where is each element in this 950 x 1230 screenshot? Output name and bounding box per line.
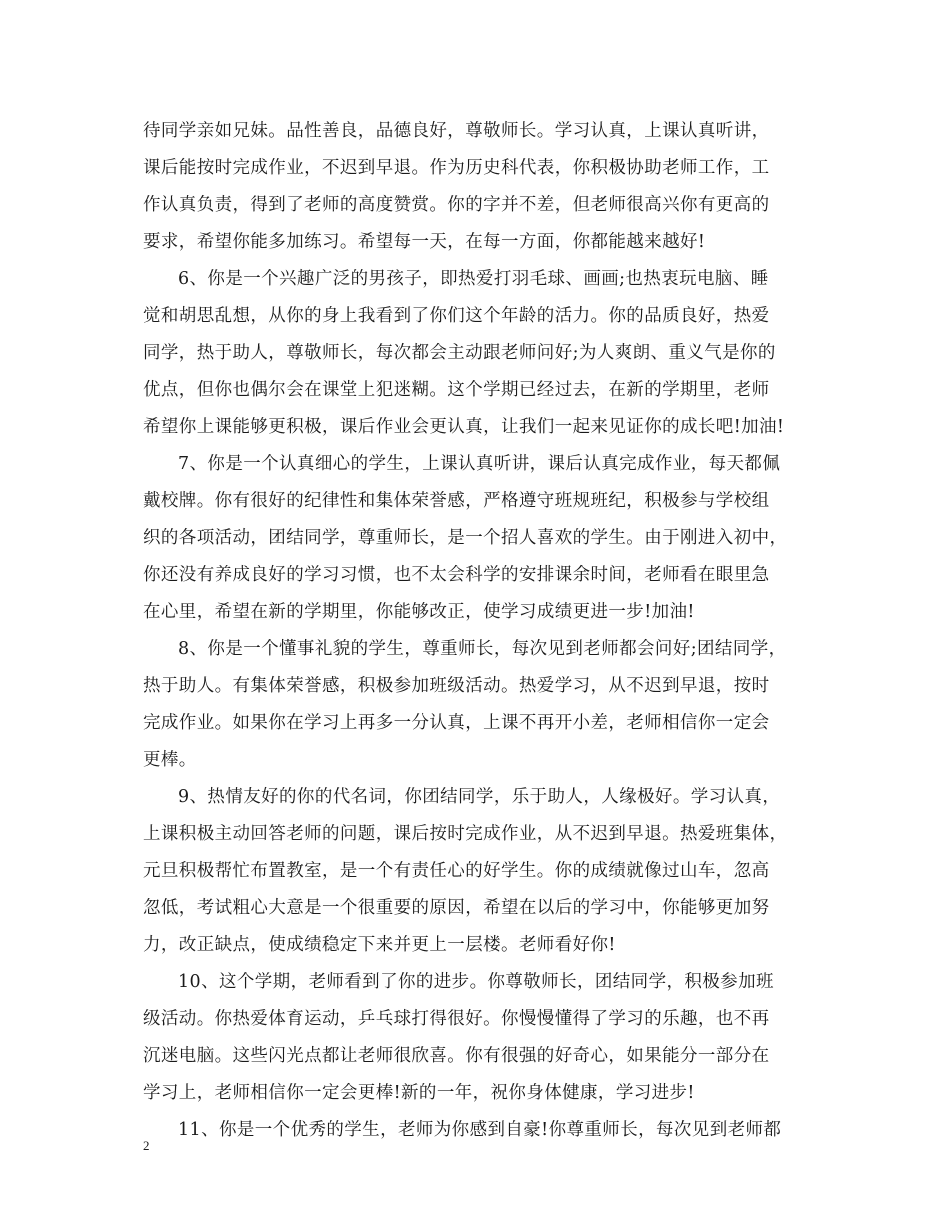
text-line: 完成作业。如果你在学习上再多一分认真，上课不再开小差，老师相信你一定会 [143,713,770,733]
text-line: 优点，但你也偶尔会在课堂上犯迷糊。这个学期已经过去，在新的学期里，老师 [143,380,770,400]
page-number: 2 [143,1138,150,1153]
text-line: 作认真负责，得到了老师的高度赞赏。你的字并不差，但老师很高兴你有更高的 [143,195,770,215]
text-line: 元旦积极帮忙布置教室，是一个有责任心的好学生。你的成绩就像过山车，忽高 [143,861,770,881]
text-line: 沉迷电脑。这些闪光点都让老师很欣喜。你有很强的好奇心，如果能分一部分在 [143,1046,770,1066]
text-line: 希望你上课能够更积极，课后作业会更认真，让我们一起来见证你的成长吧!加油! [143,417,785,437]
paragraph-first-line: 6、你是一个兴趣广泛的男孩子，即热爱打羽毛球、画画;也热衷玩电脑、睡 [178,269,769,289]
paragraph-first-line: 11、你是一个优秀的学生，老师为你感到自豪!你尊重师长，每次见到老师都 [178,1120,782,1140]
text-line: 级活动。你热爱体育运动，乒乓球打得很好。你慢慢懂得了学习的乐趣，也不再 [143,1009,770,1029]
text-line: 忽低，考试粗心大意是一个很重要的原因，希望在以后的学习中，你能够更加努 [143,898,770,918]
text-line: 待同学亲如兄妹。品性善良，品德良好，尊敬师长。学习认真，上课认真听讲， [143,121,770,141]
text-line: 你还没有养成良好的学习习惯，也不太会科学的安排课余时间，老师看在眼里急 [143,565,770,585]
paragraph-first-line: 7、你是一个认真细心的学生，上课认真听讲，课后认真完成作业，每天都佩 [178,454,781,474]
text-line: 觉和胡思乱想，从你的身上我看到了你们这个年龄的活力。你的品质良好，热爱 [143,306,770,326]
text-line: 热于助人。有集体荣誉感，积极参加班级活动。热爱学习，从不迟到早退，按时 [143,676,770,696]
paragraph-first-line: 10、这个学期，老师看到了你的进步。你尊敬师长，团结同学，积极参加班 [178,972,774,992]
text-line: 在心里，希望在新的学期里，你能够改正，使学习成绩更进一步!加油! [143,602,695,622]
text-line: 学习上，老师相信你一定会更棒!新的一年，祝你身体健康，学习进步! [143,1083,695,1103]
text-line: 力，改正缺点，使成绩稳定下来并更上一层楼。老师看好你! [143,935,616,955]
text-line: 同学，热于助人，尊敬师长，每次都会主动跟老师问好;为人爽朗、重义气是你的 [143,343,776,363]
paragraph-first-line: 9、热情友好的你的代名词，你团结同学，乐于助人，人缘极好。学习认真， [178,787,781,807]
text-line: 要求，希望你能多加练习。希望每一天，在每一方面，你都能越来越好! [143,232,706,252]
text-line: 织的各项活动，团结同学，尊重师长，是一个招人喜欢的学生。由于刚进入初中， [143,528,788,548]
paragraph-first-line: 8、你是一个懂事礼貌的学生，尊重师长，每次见到老师都会问好;团结同学， [178,639,787,659]
document-body [143,113,813,1149]
text-line: 戴校牌。你有很好的纪律性和集体荣誉感，严格遵守班规班纪，积极参与学校组 [143,491,770,511]
text-line: 上课积极主动回答老师的问题，课后按时完成作业，从不迟到早退。热爱班集体， [143,824,788,844]
text-line: 更棒。 [143,750,197,770]
text-line: 课后能按时完成作业，不迟到早退。作为历史科代表，你积极协助老师工作，工 [143,158,770,178]
